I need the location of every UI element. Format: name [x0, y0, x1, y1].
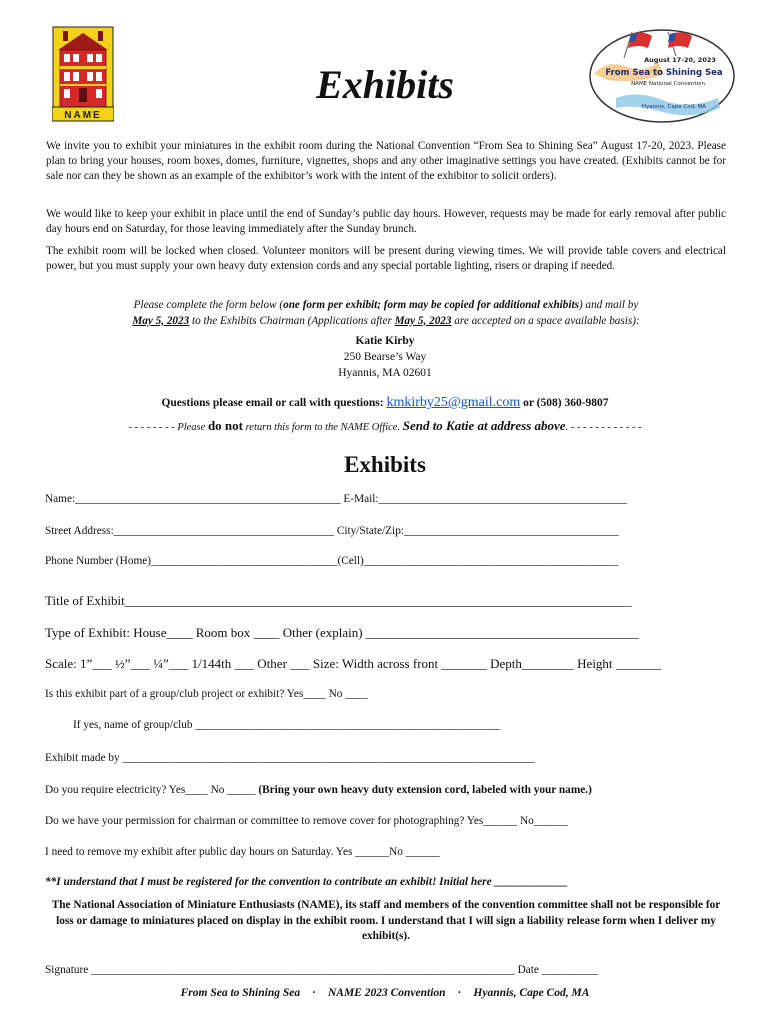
mailing-instructions: Please complete the form below (one form per exhibit; form may be copied for additional exhibits) and mail by May 5, 2023 to the Exhibits Chairman (Applications after May 5, 2023 are accepted on a space available basis):: [132, 299, 640, 327]
name-email-field[interactable]: Name:_______________________________________________ E-Mail:____________________________________________: [45, 493, 628, 505]
do-not-return-note: - - - - - - - - Please do not return this form to the NAME Office. Send to Katie at address above. - - - - - - - - - - - -: [128, 418, 642, 433]
address-name: Katie Kirby: [355, 335, 415, 347]
phone-field[interactable]: Phone Number (Home)_________________________________(Cell)_____________________________________________: [45, 555, 618, 567]
address-street: 250 Bearse’s Way: [343, 351, 427, 363]
signature-date-field[interactable]: Signature ___________________________________________________________________________ Date __________: [45, 964, 599, 976]
name-logo-text: NAME: [64, 110, 102, 121]
address-field[interactable]: Street Address:_______________________________________ City/State/Zip:______________________________________: [45, 525, 619, 537]
address-city: Hyannis, MA 02601: [338, 367, 432, 379]
form-title: Exhibits: [344, 452, 426, 477]
group-project-field[interactable]: Is this exhibit part of a group/club project or exhibit? Yes____ No ____: [45, 688, 368, 700]
exhibit-type-field[interactable]: Type of Exhibit: House____ Room box ____ Other (explain) __________________________________________: [45, 625, 639, 640]
intro-paragraph-1: We invite you to exhibit your miniatures in the exhibit room during the National Convention “From Sea to Shining Sea” August 17-20, 2023. Please plan to bring your houses, room boxes, domes, furniture, vignettes, shops and any other imaginative settings you have created. (Exhibits cannot be for sale nor can they be shown as an example of the exhibitor’s work with the intent of the exhibitor to solicit orders).: [46, 140, 726, 182]
liability-statement: The National Association of Miniature Enthusiasts (NAME), its staff and members of the convention committee shall not be responsible for loss or damage to miniatures placed on display in the exhibit room. I understand that I will sign a liability release form when I deliver my exhibit(s).: [51, 899, 721, 942]
svg-text:NAME National Convention: NAME National Convention: [631, 81, 705, 87]
group-name-field[interactable]: If yes, name of group/club ______________________________________________________: [73, 719, 501, 731]
mailing-address: [0, 333, 770, 381]
email-link[interactable]: kmkirby25@gmail.com: [386, 395, 521, 410]
svg-text:From Sea to Shining Sea: From Sea to Shining Sea: [605, 68, 723, 78]
svg-text:August 17-20, 2023: August 17-20, 2023: [644, 56, 716, 64]
intro-paragraph-3: The exhibit room will be locked when closed. Volunteer monitors will be present during viewing times. We will provide table covers and electrical power, but you must supply your own heavy duty extension cords and any special portable lighting, risers or draping if needed.: [46, 245, 726, 272]
intro-paragraph-2: We would like to keep your exhibit in place until the end of Sunday’s public day hours. However, requests may be made for early removal after public day hours end on Saturday, for those leaving immediately after the Sunday brunch.: [46, 208, 726, 235]
registration-initial-field[interactable]: **I understand that I must be registered for the convention to contribute an exhibit! Initial here _____________: [45, 876, 568, 888]
scale-size-field[interactable]: Scale: 1”___ ½”___ ¼”___ 1/144th ___ Other ___ Size: Width across front _______ Depth________ Height _______: [45, 656, 662, 671]
page-title: Exhibits: [316, 62, 454, 107]
photo-permission-field[interactable]: Do we have your permission for chairman or committee to remove cover for photographing? Yes______ No______: [45, 815, 568, 827]
exhibit-title-field[interactable]: Title of Exhibit______________________________________________________________________________: [45, 593, 632, 608]
electricity-field[interactable]: Do you require electricity? Yes____ No _____ (Bring your own heavy duty extension cord, labeled with your name.): [45, 784, 592, 796]
early-removal-field[interactable]: I need to remove my exhibit after public day hours on Saturday. Yes ______No ______: [45, 846, 440, 858]
svg-text:Hyannis, Cape Cod, MA: Hyannis, Cape Cod, MA: [641, 104, 707, 110]
questions-line: Questions please email or call with questions: kmkirby25@gmail.com or (508) 360-9807: [161, 395, 609, 410]
footer: From Sea to Shining Sea · NAME 2023 Convention · Hyannis, Cape Cod, MA: [180, 987, 590, 999]
made-by-field[interactable]: Exhibit made by _________________________________________________________________________: [45, 752, 535, 764]
